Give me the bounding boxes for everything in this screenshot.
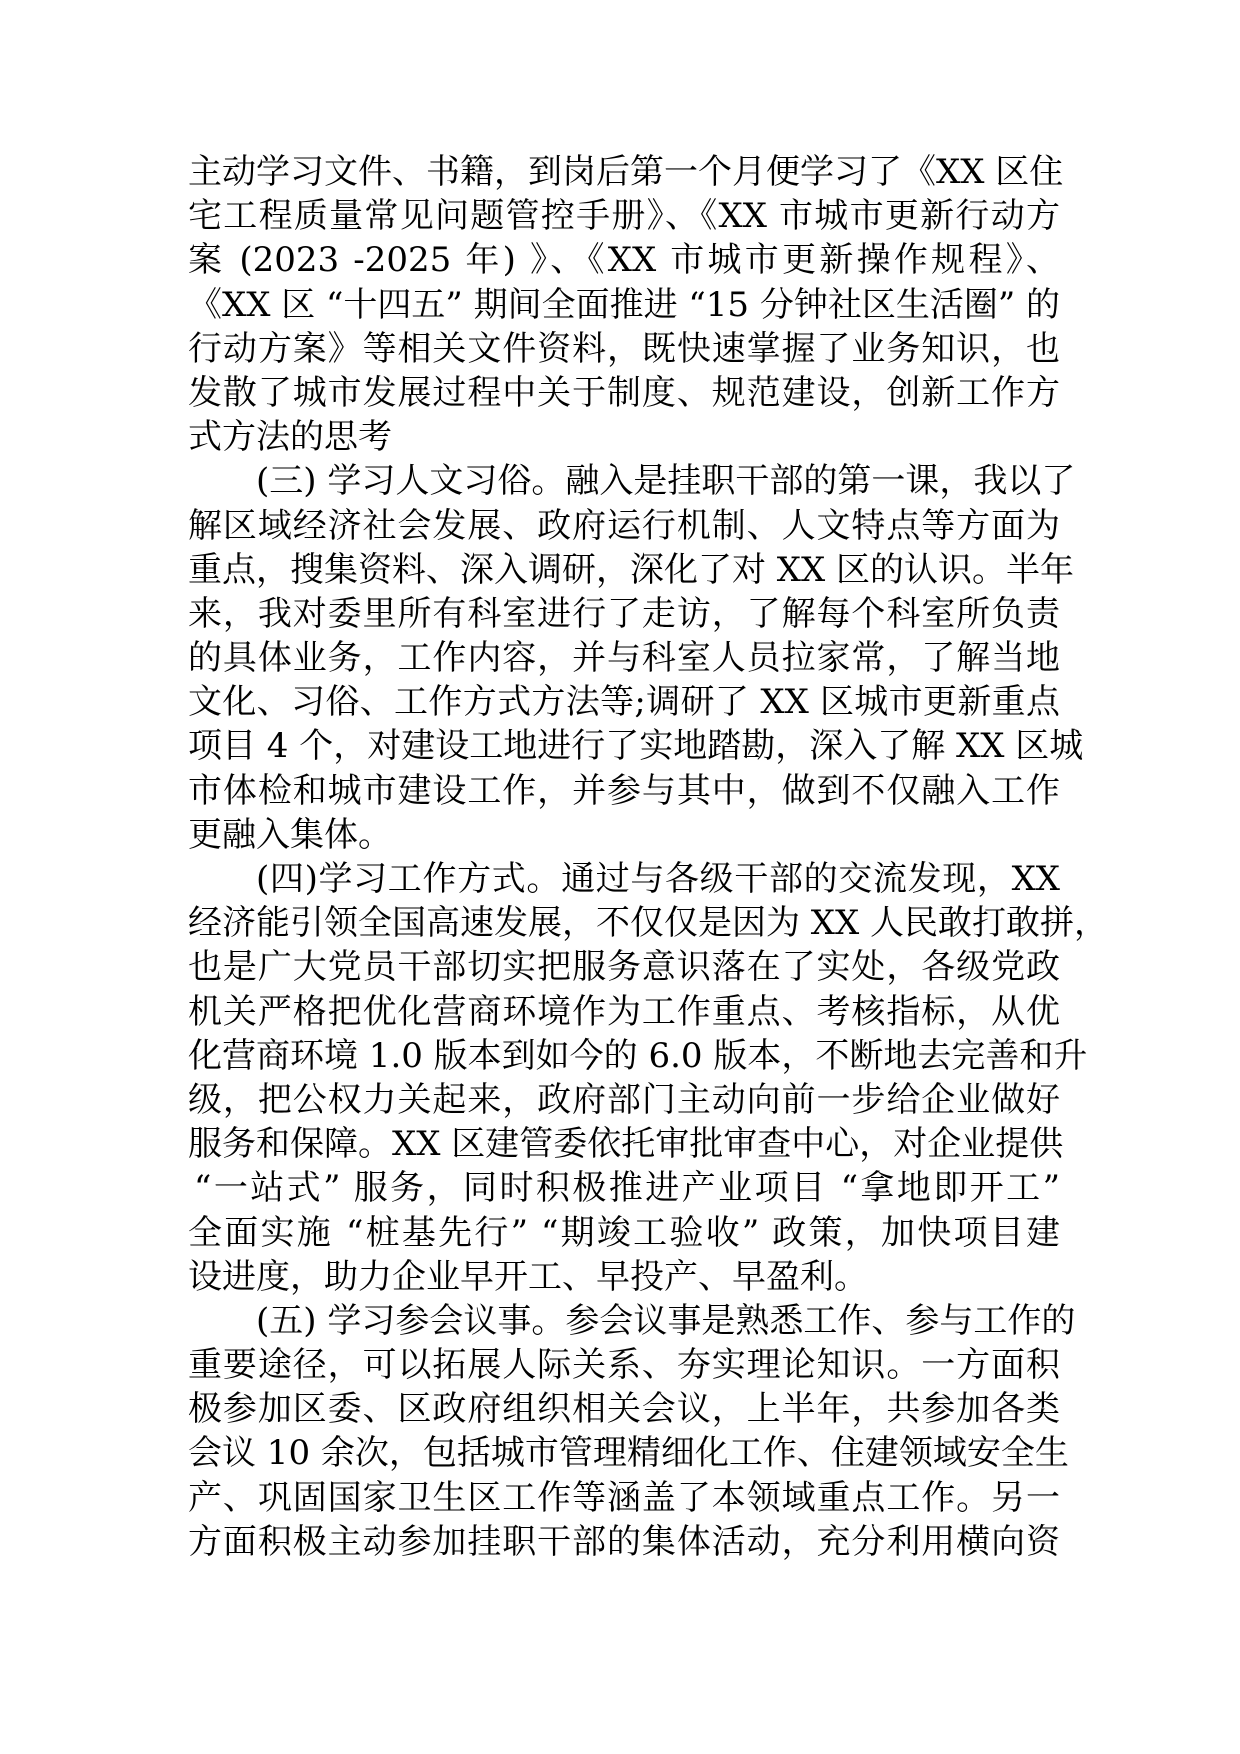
- text-line: 项目 4 个，对建设工地进行了实地踏勘，深入了解 XX 区城: [188, 726, 1084, 767]
- text-line: 经济能引领全国高速发展，不仅仅是因为 XX 人民敢打敢拼，: [188, 903, 1109, 944]
- text-line: 方面积极主动参加挂职干部的集体活动，充分利用横向资: [188, 1521, 1060, 1562]
- section-heading-line: (五) 学习参会议事。参会议事是熟悉工作、参与工作的: [256, 1300, 1076, 1341]
- text-line: 重要途径，可以拓展人际关系、夯实理论知识。一方面积: [188, 1345, 1060, 1386]
- text-line: 式方法的思考: [188, 417, 392, 458]
- text-line: 设进度，助力企业早开工、早投产、早盈利。: [188, 1256, 868, 1297]
- text-line: 行动方案》等相关文件资料，既快速掌握了业务知识，也: [188, 328, 1060, 369]
- text-line: 更融入集体。: [188, 814, 392, 855]
- text-line: 市体检和城市建设工作，并参与其中，做到不仅融入工作: [188, 770, 1060, 811]
- text-line: 机关严格把优化营商环境作为工作重点、考核指标，从优: [188, 991, 1060, 1032]
- text-line: 也是广大党员干部切实把服务意识落在了实处，各级党政: [188, 947, 1060, 988]
- text-line: 服务和保障。XX 区建管委依托审批审查中心，对企业提供: [188, 1124, 1064, 1165]
- text-line: 产、巩固国家卫生区工作等涵盖了本领域重点工作。另一: [188, 1477, 1060, 1518]
- text-line: 化营商环境 1.0 版本到如今的 6.0 版本，不断地去完善和升: [188, 1035, 1088, 1076]
- text-line: 极参加区委、区政府组织相关会议，上半年，共参加各类: [188, 1389, 1060, 1430]
- text-line: 重点，搜集资料、深入调研，深化了对 XX 区的认识。半年: [188, 549, 1075, 590]
- text-line: 文化、习俗、工作方式方法等;调研了 XX 区城市更新重点: [188, 682, 1060, 723]
- text-line: 发散了城市发展过程中关于制度、规范建设，创新工作方: [188, 372, 1060, 413]
- text-line: 案 (2023 -2025 年) 》、《XX 市城市更新操作规程》、: [188, 240, 1060, 281]
- text-line: 宅工程质量常见问题管控手册》、《XX 市城市更新行动方: [188, 196, 1060, 237]
- section-heading-line: (四)学习工作方式。通过与各级干部的交流发现，XX: [256, 859, 1060, 899]
- text-line: 全面实施 “桩基先行” “期竣工验收” 政策，加快项目建: [188, 1212, 1060, 1253]
- text-line: 的具体业务，工作内容，并与科室人员拉家常，了解当地: [188, 638, 1060, 679]
- text-line: 级，把公权力关起来，政府部门主动向前一步给企业做好: [188, 1079, 1060, 1120]
- text-line: 主动学习文件、书籍，到岗后第一个月便学习了《XX 区住: [188, 152, 1064, 192]
- text-line: 会议 10 余次，包括城市管理精细化工作、住建领域安全生: [188, 1433, 1069, 1474]
- text-line: 来，我对委里所有科室进行了走访，了解每个科室所负责: [188, 593, 1060, 634]
- body-text: [188, 150, 1109, 1564]
- text-line: 解区域经济社会发展、政府运行机制、人文特点等方面为: [188, 505, 1060, 546]
- text-line: “一站式” 服务，同时积极推进产业项目 “拿地即开工”: [194, 1168, 1060, 1209]
- text-line: 《XX 区 “十四五” 期间全面推进 “15 分钟社区生活圈” 的: [188, 284, 1061, 325]
- section-heading-line: (三) 学习人文习俗。融入是挂职干部的第一课，我以了: [256, 461, 1076, 502]
